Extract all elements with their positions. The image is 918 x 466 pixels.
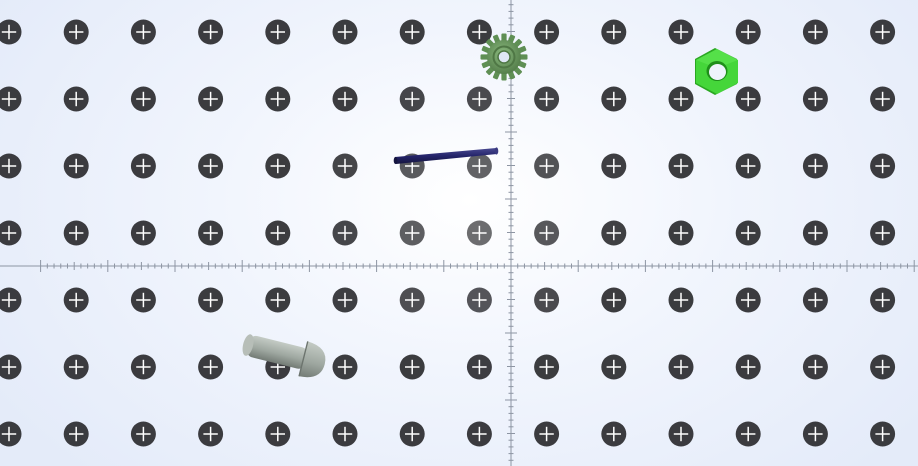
- crosshair-hole-icon[interactable]: [400, 422, 425, 447]
- crosshair-hole-icon[interactable]: [870, 288, 895, 313]
- crosshair-hole-icon[interactable]: [64, 288, 89, 313]
- crosshair-hole-icon[interactable]: [534, 154, 559, 179]
- crosshair-hole-icon[interactable]: [736, 422, 761, 447]
- crosshair-hole-icon[interactable]: [265, 422, 290, 447]
- crosshair-hole-icon[interactable]: [870, 221, 895, 246]
- crosshair-hole-icon[interactable]: [333, 422, 358, 447]
- crosshair-hole-icon[interactable]: [803, 87, 828, 112]
- crosshair-hole-icon[interactable]: [265, 87, 290, 112]
- crosshair-hole-icon[interactable]: [736, 288, 761, 313]
- gear-icon[interactable]: [481, 34, 528, 81]
- crosshair-hole-icon[interactable]: [601, 288, 626, 313]
- crosshair-hole-icon[interactable]: [534, 20, 559, 45]
- crosshair-hole-icon[interactable]: [736, 355, 761, 380]
- crosshair-hole-icon[interactable]: [131, 288, 156, 313]
- crosshair-hole-icon[interactable]: [870, 20, 895, 45]
- crosshair-hole-icon[interactable]: [803, 288, 828, 313]
- crosshair-hole-icon[interactable]: [803, 154, 828, 179]
- crosshair-hole-icon[interactable]: [198, 355, 223, 380]
- crosshair-hole-icon[interactable]: [669, 422, 694, 447]
- crosshair-hole-icon[interactable]: [0, 355, 22, 380]
- crosshair-hole-icon[interactable]: [64, 422, 89, 447]
- crosshair-hole-icon[interactable]: [534, 422, 559, 447]
- crosshair-hole-icon[interactable]: [265, 288, 290, 313]
- crosshair-hole-icon[interactable]: [333, 355, 358, 380]
- crosshair-hole-icon[interactable]: [669, 20, 694, 45]
- crosshair-hole-icon[interactable]: [601, 20, 626, 45]
- crosshair-hole-icon[interactable]: [131, 422, 156, 447]
- crosshair-hole-icon[interactable]: [736, 154, 761, 179]
- crosshair-hole-icon[interactable]: [400, 355, 425, 380]
- crosshair-hole-icon[interactable]: [467, 355, 492, 380]
- crosshair-hole-icon[interactable]: [0, 20, 22, 45]
- crosshair-hole-icon[interactable]: [870, 154, 895, 179]
- crosshair-hole-icon[interactable]: [467, 422, 492, 447]
- crosshair-hole-icon[interactable]: [0, 87, 22, 112]
- crosshair-hole-icon[interactable]: [669, 355, 694, 380]
- crosshair-hole-icon[interactable]: [131, 87, 156, 112]
- hex-nut-icon[interactable]: [695, 48, 738, 95]
- crosshair-hole-icon[interactable]: [736, 87, 761, 112]
- crosshair-hole-icon[interactable]: [0, 422, 22, 447]
- crosshair-hole-icon[interactable]: [64, 355, 89, 380]
- crosshair-hole-icon[interactable]: [400, 288, 425, 313]
- crosshair-hole-icon[interactable]: [467, 288, 492, 313]
- crosshair-hole-icon[interactable]: [870, 87, 895, 112]
- crosshair-hole-icon[interactable]: [601, 154, 626, 179]
- crosshair-hole-icon[interactable]: [601, 87, 626, 112]
- crosshair-hole-icon[interactable]: [131, 221, 156, 246]
- crosshair-hole-icon[interactable]: [736, 20, 761, 45]
- crosshair-hole-icon[interactable]: [601, 221, 626, 246]
- crosshair-hole-icon[interactable]: [803, 422, 828, 447]
- crosshair-hole-icon[interactable]: [333, 288, 358, 313]
- crosshair-hole-icon[interactable]: [333, 20, 358, 45]
- crosshair-hole-icon[interactable]: [0, 154, 22, 179]
- crosshair-hole-icon[interactable]: [333, 87, 358, 112]
- crosshair-hole-icon[interactable]: [467, 154, 492, 179]
- crosshair-hole-icon[interactable]: [265, 154, 290, 179]
- crosshair-hole-icon[interactable]: [198, 221, 223, 246]
- crosshair-hole-icon[interactable]: [333, 221, 358, 246]
- crosshair-hole-icon[interactable]: [0, 288, 22, 313]
- crosshair-hole-icon[interactable]: [265, 20, 290, 45]
- crosshair-hole-icon[interactable]: [131, 20, 156, 45]
- crosshair-hole-icon[interactable]: [198, 288, 223, 313]
- crosshair-hole-icon[interactable]: [198, 154, 223, 179]
- crosshair-hole-icon[interactable]: [198, 20, 223, 45]
- crosshair-hole-icon[interactable]: [601, 422, 626, 447]
- crosshair-hole-icon[interactable]: [803, 221, 828, 246]
- crosshair-hole-icon[interactable]: [736, 221, 761, 246]
- crosshair-hole-icon[interactable]: [534, 221, 559, 246]
- crosshair-hole-icon[interactable]: [467, 221, 492, 246]
- crosshair-hole-icon[interactable]: [669, 154, 694, 179]
- crosshair-hole-icon[interactable]: [669, 87, 694, 112]
- crosshair-hole-icon[interactable]: [265, 221, 290, 246]
- crosshair-hole-icon[interactable]: [64, 87, 89, 112]
- crosshair-hole-icon[interactable]: [467, 87, 492, 112]
- crosshair-hole-icon[interactable]: [803, 355, 828, 380]
- crosshair-hole-icon[interactable]: [601, 355, 626, 380]
- crosshair-hole-icon[interactable]: [0, 221, 22, 246]
- crosshair-hole-icon[interactable]: [870, 355, 895, 380]
- crosshair-hole-icon[interactable]: [534, 87, 559, 112]
- crosshair-hole-icon[interactable]: [534, 288, 559, 313]
- crosshair-hole-icon[interactable]: [198, 87, 223, 112]
- crosshair-hole-icon[interactable]: [64, 20, 89, 45]
- crosshair-hole-icon[interactable]: [131, 154, 156, 179]
- hole-grid: [0, 20, 895, 447]
- crosshair-hole-icon[interactable]: [669, 288, 694, 313]
- crosshair-hole-icon[interactable]: [669, 221, 694, 246]
- crosshair-hole-icon[interactable]: [534, 355, 559, 380]
- crosshair-hole-icon[interactable]: [333, 154, 358, 179]
- crosshair-hole-icon[interactable]: [400, 20, 425, 45]
- crosshair-hole-icon[interactable]: [64, 154, 89, 179]
- crosshair-hole-icon[interactable]: [803, 20, 828, 45]
- crosshair-hole-icon[interactable]: [870, 422, 895, 447]
- crosshair-hole-icon[interactable]: [198, 422, 223, 447]
- crosshair-hole-icon[interactable]: [400, 221, 425, 246]
- crosshair-hole-icon[interactable]: [131, 355, 156, 380]
- crosshair-hole-icon[interactable]: [64, 221, 89, 246]
- crosshair-hole-icon[interactable]: [400, 87, 425, 112]
